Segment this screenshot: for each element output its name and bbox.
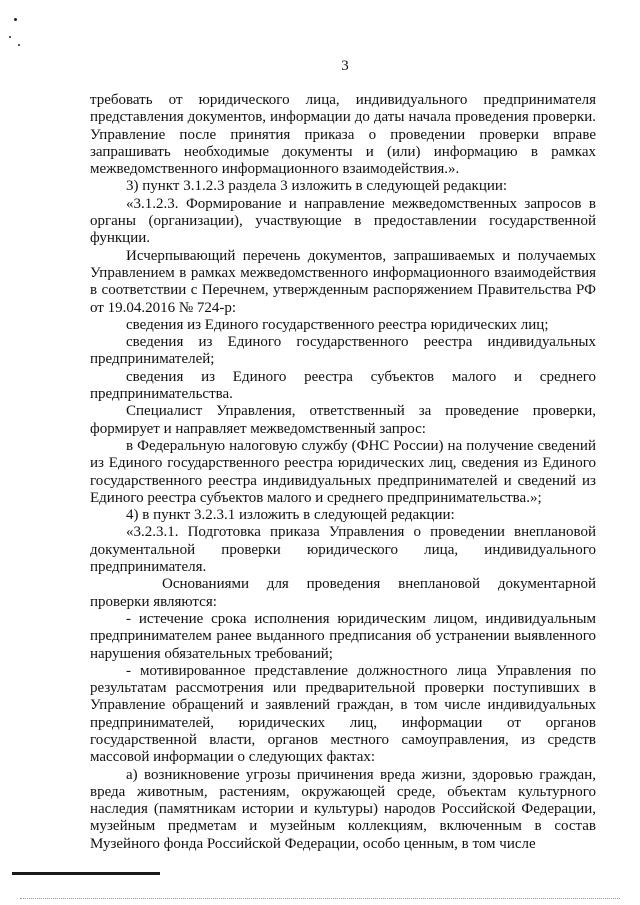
paragraph: сведения из Единого государственного реестра индивидуальных предпринимателей; xyxy=(90,334,596,368)
paragraph: сведения из Единого государственного реестра юридических лиц; xyxy=(126,316,549,333)
scan-edge-dots xyxy=(20,898,620,900)
document-body xyxy=(90,92,596,853)
paragraph: а) возникновение угрозы причинения вреда жизни, здоровью граждан, вреда животным, растениям, окружающей среде, объектам культурного наследия (памятникам истории и культуры) народов Российской Федерации, музейным предметам и музейным коллекциям, включенным в состав Музейного фонда Российской Федерации, особо ценным, в том числе xyxy=(90,766,596,852)
paragraph: Специалист Управления, ответственный за проведение проверки, формирует и направляет межведомственный запрос: xyxy=(90,403,596,437)
paragraph: - мотивированное представление должностного лица Управления по результатам рассмотрения или предварительной проверки поступивших в Управление обращений и заявлений граждан, в том числе индивидуальных предпринимателей, юридических лиц, информации от органов государственной власти, органов местного самоуправления, из средств массовой информации о следующих фактах: xyxy=(90,662,596,766)
paragraph: сведения из Единого реестра субъектов малого и среднего предпринимательства. xyxy=(90,368,596,403)
page-number: 3 xyxy=(341,58,349,74)
paragraph: Исчерпывающий перечень документов, запрашиваемых и получаемых Управлением в рамках межведомственного информационного взаимодействия в соответствии с Перечнем, утвержденным распоряжением Правительства РФ от 19.04.2016 № 724-р: xyxy=(90,247,596,316)
paragraph: - истечение срока исполнения юридическим лицом, индивидуальным предпринимателем ранее выданного предписания об устранении выявленного нарушения обязательных требований; xyxy=(90,610,596,662)
paragraph: в Федеральную налоговую службу (ФНС России) на получение сведений из Единого государственного реестра юридических лиц, сведения из Единого государственного реестра индивидуальных предпринимателей и сведений из Единого реестра субъектов малого и среднего предпринимательства.»; xyxy=(90,437,596,506)
footnote-rule xyxy=(12,872,160,875)
scan-speck xyxy=(9,36,11,38)
scan-speck xyxy=(14,18,17,21)
paragraph: Основаниями для проведения внеплановой документарной проверки являются: xyxy=(90,576,596,610)
paragraph: 4) в пункт 3.2.3.1 изложить в следующей редакции: xyxy=(126,507,455,524)
scan-speck xyxy=(18,44,20,46)
paragraph: требовать от юридического лица, индивидуального предпринимателя представления документов, информации до даты начала проведения проверки. Управление после принятия приказа о проведении проверки вправе запрашивать необходимые документы и (или) информацию в рамках межведомственного информационного взаимодействия.». xyxy=(90,92,596,178)
paragraph: «3.2.3.1. Подготовка приказа Управления о проведении внеплановой документальной проверки юридического лица, индивидуального предпринимателя. xyxy=(90,524,596,576)
paragraph: «3.1.2.3. Формирование и направление межведомственных запросов в органы (организации), участвующие в предоставлении государственной функции. xyxy=(90,195,596,247)
paragraph: 3) пункт 3.1.2.3 раздела 3 изложить в следующей редакции: xyxy=(126,178,508,195)
